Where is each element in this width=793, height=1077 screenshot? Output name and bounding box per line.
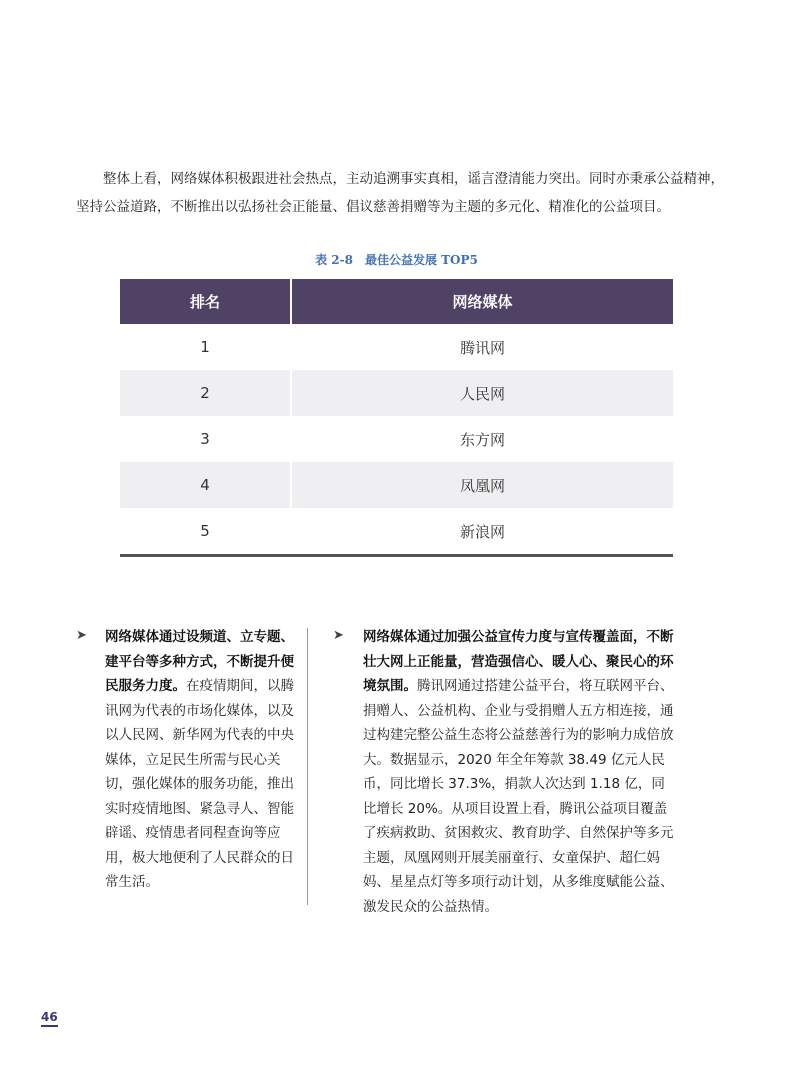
header-rank: 排名 <box>120 279 291 324</box>
column-divider <box>307 628 308 905</box>
rank-cell: 4 <box>120 462 291 508</box>
arrow-bullet-icon: ➤ <box>333 628 344 643</box>
left-column-text <box>105 625 295 895</box>
table-header-row <box>120 279 673 324</box>
right-column-lead: 网络媒体通过加强公益宣传力度与宣传覆盖面，不断壮大网上正能量，营造强信心、暖人心、聚民心的环境氛围。 <box>363 629 674 694</box>
table-row <box>120 462 673 508</box>
table-row <box>120 508 673 556</box>
left-column-body: 在疫情期间，以腾讯网为代表的市场化媒体，以及以人民网、新华网为代表的中央媒体，立足民生所需与民心关切，强化媒体的服务功能，推出实时疫情地图、紧急寻人、智能辟谣、疫情患者同程查询等应用，极大地便利了人民群众的日常生活。 <box>105 678 294 890</box>
right-column-body: 腾讯网通过搭建公益平台，将互联网平台、捐赠人、公益机构、企业与受捐赠人五方相连接，通过构建完整公益生态将公益慈善行为的影响力成倍放大。数据显示，2020 年全年筹款 38.49 亿元人民币，同比增长 37.3%，捐款人次达到 1.18 亿，同比增长 20%。从项目设置上看，腾讯公益项目覆盖了疾病救助、贫困救灾、教育助学、自然保护等多元主题，凤凰网则开展美丽童行、女童保护、超仁妈妈、星星点灯等多项行动计划，从多维度赋能公益、激发民众的公益热情。 <box>363 678 674 915</box>
right-column-text <box>363 625 676 919</box>
media-cell: 凤凰网 <box>291 462 673 508</box>
media-cell: 人民网 <box>291 370 673 416</box>
left-column-lead: 网络媒体通过设频道、立专题、建平台等多种方式，不断提升便民服务力度。 <box>105 629 294 694</box>
table-row <box>120 370 673 416</box>
rank-cell: 3 <box>120 416 291 462</box>
rank-cell: 5 <box>120 508 291 556</box>
arrow-bullet-icon: ➤ <box>76 628 87 643</box>
table-row <box>120 324 673 370</box>
media-cell: 新浪网 <box>291 508 673 556</box>
media-cell: 腾讯网 <box>459 338 505 357</box>
header-media: 网络媒体 <box>291 279 673 324</box>
page-number: 46 <box>41 1010 58 1027</box>
rank-cell: 2 <box>120 370 291 416</box>
rank-cell: 1 <box>120 324 291 370</box>
top5-table <box>120 279 673 557</box>
table-row <box>120 416 673 462</box>
media-cell: 东方网 <box>459 430 505 449</box>
table-caption: 表 2-8 最佳公益发展 TOP5 <box>315 253 478 267</box>
intro-paragraph: 整体上看，网络媒体积极跟进社会热点，主动追溯事实真相，谣言澄清能力突出。同时亦秉承公益精神，坚持公益道路，不断推出以弘扬社会正能量、倡议慈善捐赠等为主题的多元化、精准化的公益项目。 <box>76 171 724 215</box>
